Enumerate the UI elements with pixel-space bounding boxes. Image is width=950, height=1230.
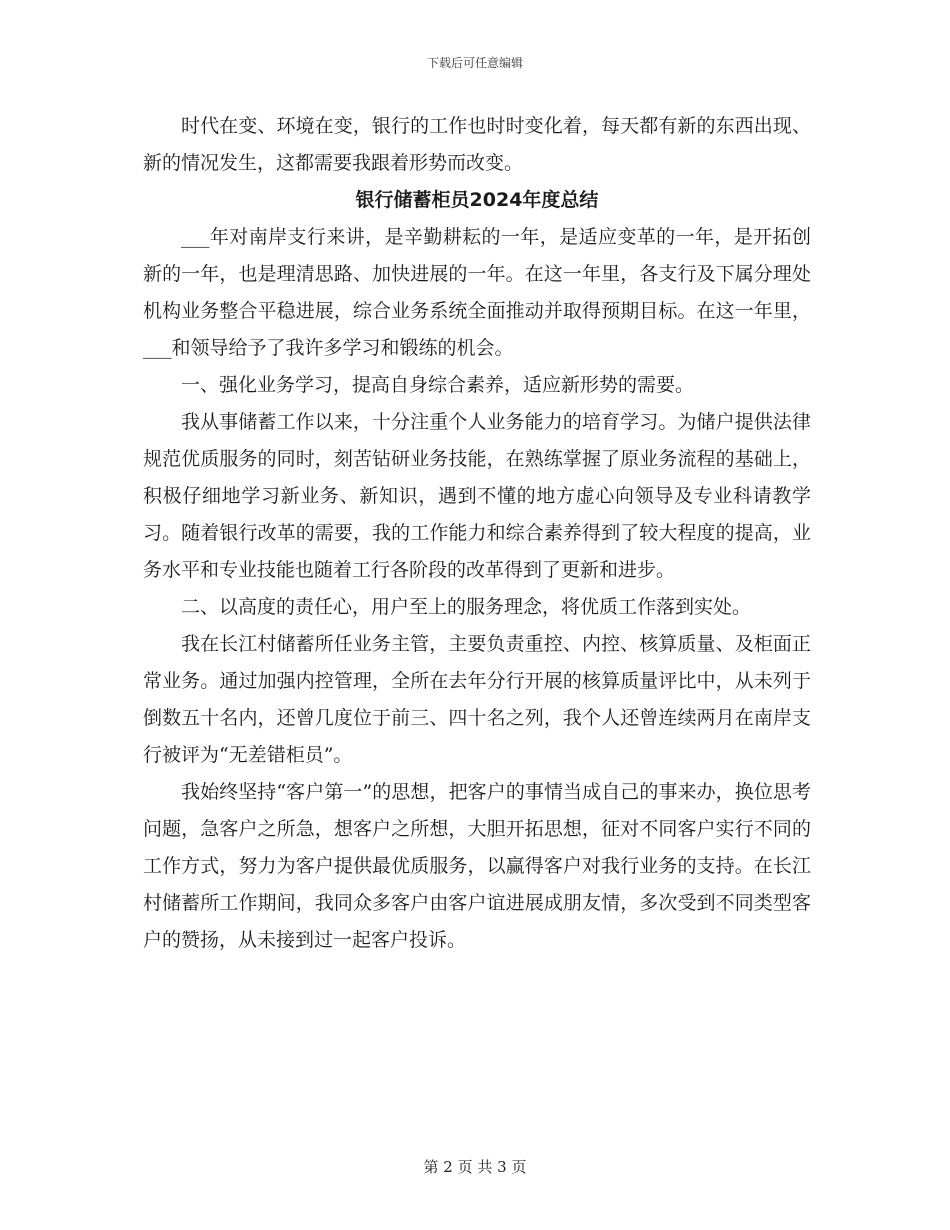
body-paragraph: 我从事储蓄工作以来，十分注重个人业务能力的培育学习。为储户提供法律规范优质服务的同时，刻苦钻研业务技能，在熟练掌握了原业务流程的基础上，积极仔细地学习新业务、新知识，遇到不懂的地方虚心向领导及专业科请教学习。随着银行改革的需要，我的工作能力和综合素养得到了较大程度的提高，业务水平和专业技能也随着工行各阶段的改革得到了更新和进步。 xyxy=(143,411,811,581)
body-paragraph: 我始终坚持“客户第一”的思想，把客户的事情当成自己的事来办，换位思考问题，急客户之所急，想客户之所想，大胆开拓思想，征对不同客户实行不同的工作方式，努力为客户提供最优质服务，以赢得客户对我行业务的支持。在长江村储蓄所工作期间，我同众多客户由客户谊进展成朋友情，多次受到不同类型客户的赞扬，从未接到过一起客户投诉。 xyxy=(143,781,811,951)
body-paragraph: 我在长江村储蓄所任业务主管，主要负责重控、内控、核算质量、及柜面正常业务。通过加强内控管理，全所在去年分行开展的核算质量评比中，从未列于倒数五十名内，还曾几度位于前三、四十名之列，我个人还曾连续两月在南岸支行被评为“无差错柜员”。 xyxy=(143,633,811,766)
document-title: 银行储蓄柜员2024年度总结 xyxy=(355,189,599,211)
section-heading-1: 一、强化业务学习，提高自身综合素养，适应新形势的需要。 xyxy=(181,374,695,396)
page-header-note: 下载后可任意编辑 xyxy=(426,56,523,70)
page-number: 第 2 页 共 3 页 xyxy=(423,1158,527,1176)
section-heading-2: 二、以高度的责任心，用户至上的服务理念，将优质工作落到实处。 xyxy=(181,596,752,618)
body-paragraph: ___年对南岸支行来讲，是辛勤耕耘的一年，是适应变革的一年，是开拓创新的一年，也是理清思路、加快进展的一年。在这一年里，各支行及下属分理处机构业务整合平稳进展，综合业务系统全面推动并取得预期目标。在这一年里，___和领导给予了我许多学习和锻练的机会。 xyxy=(143,226,811,359)
intro-paragraph: 时代在变、环境在变，银行的工作也时时变化着，每天都有新的东西出现、新的情况发生，这都需要我跟着形势而改变。 xyxy=(143,115,811,174)
document-body xyxy=(143,108,811,959)
